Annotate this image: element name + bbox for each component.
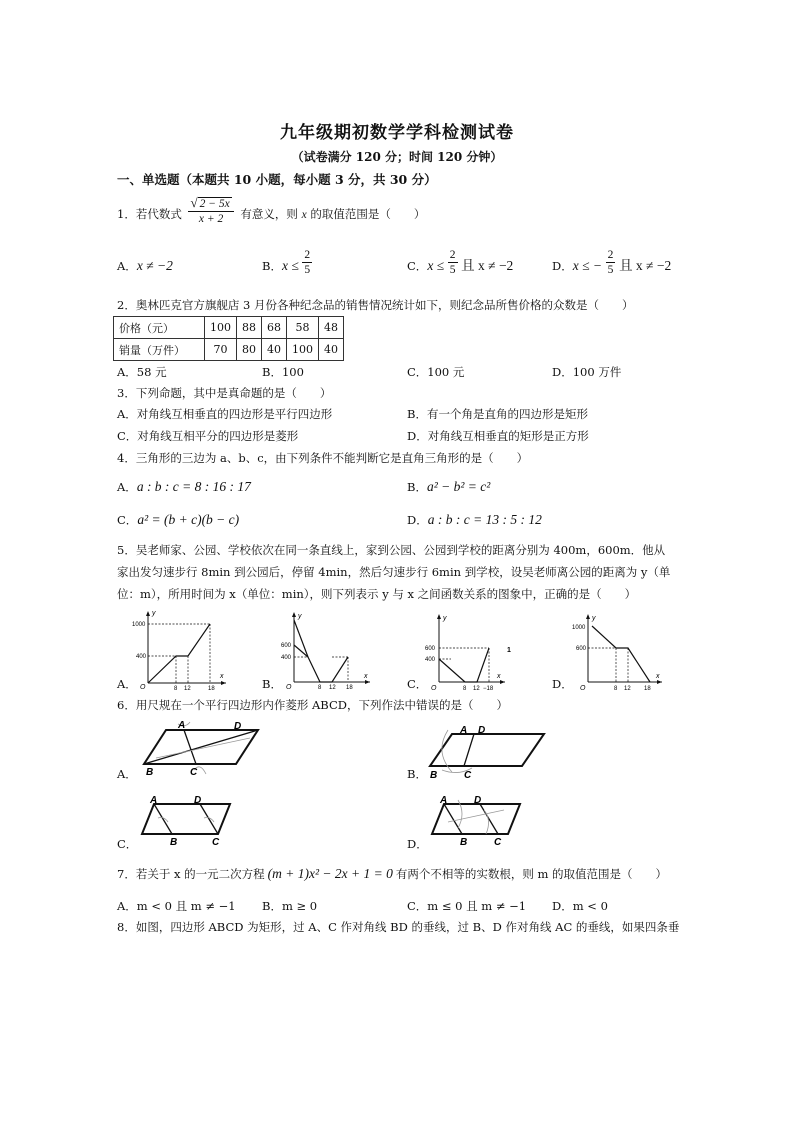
table-cell: 价格（元） — [114, 317, 205, 339]
q2-option-d[interactable]: D．100 万件 — [552, 365, 622, 379]
table-cell: 68 — [262, 317, 287, 339]
question-3: 3．下列命题，其中是真命题的是（ ） — [117, 386, 332, 400]
q5-option-d[interactable]: D． — [552, 677, 573, 691]
q2-option-a[interactable]: A．58 元 — [117, 365, 167, 379]
q6-figure-d — [428, 794, 528, 846]
q5-option-a[interactable]: A． — [117, 677, 137, 691]
q1-option-d-fraction: $\frac{2}{5}$ — [607, 249, 614, 276]
axis-label-y: y — [298, 613, 302, 620]
axis-label-x: x — [497, 673, 501, 680]
table-cell: 80 — [237, 339, 262, 361]
q1-stem-b: 有意义，则 — [240, 207, 298, 221]
vertex-label-b: B — [170, 837, 178, 848]
tick-label: 400 — [425, 657, 436, 663]
table-cell: 40 — [262, 339, 287, 361]
q1-option-a[interactable]: A．x ≠ −2 — [117, 258, 173, 273]
axis-label-y: y — [592, 615, 596, 622]
vertex-label-d: D — [474, 795, 482, 806]
tick-label: 8 — [318, 685, 322, 691]
q7-option-c[interactable]: C．m ≤ 0 且 m ≠ −1 — [407, 899, 527, 913]
q6-option-a[interactable]: A． — [117, 767, 137, 781]
tick-label: 600 — [281, 643, 292, 649]
q4-option-d[interactable]: D．a : b : c = 13 : 5 : 12 — [407, 512, 542, 527]
q5-graph-a — [132, 607, 228, 692]
q6-figure-c — [138, 794, 238, 846]
vertex-label-d: D — [478, 725, 486, 736]
q7-option-a[interactable]: A．m < 0 且 m ≠ −1 — [117, 899, 236, 913]
vertex-label-c: C — [464, 770, 472, 781]
q1-fraction — [188, 196, 233, 226]
axis-label-y: y — [443, 615, 447, 622]
q1-option-d[interactable]: D．x ≤ − $\frac{2}{5}$ 且 x ≠ −2 — [552, 249, 672, 276]
axis-label-x: x — [364, 673, 368, 680]
q3-option-b[interactable]: B．有一个角是直角的四边形是矩形 — [407, 407, 588, 421]
q6-figure-a — [140, 718, 265, 778]
q5-graph-d — [570, 612, 665, 692]
question-2: 2．奥林匹克官方旗舰店 3 月份各种纪念品的销售情况统计如下，则纪念品所售价格的众数是（ ） — [117, 298, 634, 312]
question-8: 8．如图，四边形 ABCD 为矩形，过 A、C 作对角线 BD 的垂线，过 B、D 作对角线 AC 的垂线，如果四条垂 — [117, 920, 680, 934]
table-row — [114, 317, 344, 339]
graph-line — [592, 626, 650, 682]
section-heading-single-choice: 一、单选题（本题共 10 小题，每小题 3 分，共 30 分） — [117, 172, 437, 187]
table-cell: 58 — [287, 317, 319, 339]
vertex-label-b: B — [460, 837, 468, 848]
page-subtitle: （试卷满分 120 分；时间 120 分钟） — [291, 150, 503, 164]
graph-line — [439, 648, 489, 682]
stray-mark: 1 — [507, 647, 511, 654]
q6-option-d[interactable]: D． — [407, 837, 428, 851]
q2-option-c[interactable]: C．100 元 — [407, 365, 465, 379]
page-title: 九年级期初数学学科检测试卷 — [280, 123, 514, 143]
tick-label: 18 — [346, 685, 353, 691]
vertex-label-b: B — [430, 770, 438, 781]
question-5-line-2: 家出发匀速步行 8min 到公园后，停留 4min，然后匀速步行 6min 到学校，设吴老师离公园的距离为 y（单 — [117, 565, 671, 579]
q1-option-c-fraction: $\frac{2}{5}$ — [449, 249, 456, 276]
graph-line — [148, 624, 210, 683]
vertex-label-b: B — [146, 767, 154, 778]
q5-graph-b — [282, 610, 372, 690]
tick-label: 12 — [184, 686, 191, 692]
q1-stem-c: 的取值范围是（ ） — [310, 207, 426, 221]
origin-label: O — [286, 684, 292, 691]
graph-line — [294, 645, 348, 682]
q3-option-c[interactable]: C．对角线互相平分的四边形是菱形 — [117, 429, 299, 443]
tick-label: 8 — [614, 686, 618, 692]
vertex-label-c: C — [494, 837, 502, 848]
table-row — [114, 339, 344, 361]
q4-option-b[interactable]: B．a² − b² = c² — [407, 479, 491, 494]
q6-figure-b — [428, 722, 553, 780]
tick-label: 600 — [425, 646, 436, 652]
tick-label: 8 — [463, 686, 467, 692]
question-5-line-3: 位：m），所用时间为 x（单位：min），则下列表示 y 与 x 之间函数关系的图象中，正确的是（ ） — [117, 587, 637, 601]
vertex-label-a: A — [178, 720, 186, 731]
tick-label: 12 — [329, 685, 336, 691]
vertex-label-a: A — [440, 795, 448, 806]
q3-option-d[interactable]: D．对角线互相垂直的矩形是正方形 — [407, 429, 589, 443]
tick-label: 400 — [136, 654, 147, 660]
table-cell: 70 — [205, 339, 237, 361]
q4-option-c[interactable]: C．a² = (b + c)(b − c) — [117, 512, 240, 527]
q2-sales-table — [113, 316, 344, 361]
vertex-label-a: A — [150, 795, 158, 806]
tick-label: 600 — [576, 646, 587, 652]
tick-label: 1000 — [572, 625, 586, 631]
question-5-line-1: 5．吴老师家、公园、学校依次在同一条直线上，家到公园、公园到学校的距离分别为 400m，600m．他从 — [117, 543, 666, 557]
question-4: 4．三角形的三边为 a、b、c，由下列条件不能判断它是直角三角形的是（ ） — [117, 451, 529, 465]
q1-fraction-denominator: x + 2 — [198, 213, 224, 225]
q1-stem-a: 1．若代数式 — [117, 207, 182, 221]
tick-label: 400 — [281, 655, 292, 661]
tick-label: 1000 — [132, 622, 146, 628]
axis-label-x: x — [220, 673, 224, 680]
tick-label: 12 — [473, 686, 480, 692]
question-7: 7．若关于 x 的一元二次方程 (m + 1)x² − 2x + 1 = 0 有两个不相等的实数根，则 m 的取值范围是（ ） — [117, 866, 668, 881]
axis-label-x: x — [656, 673, 660, 680]
tick-label: 8 — [174, 686, 178, 692]
q1-fraction-numerator: √ 2 − 5x — [188, 196, 233, 212]
q5-option-b[interactable]: B． — [262, 677, 282, 691]
q1-option-b-fraction: $\frac{2}{5}$ — [304, 249, 311, 276]
q1-option-c[interactable]: C．x ≤ $\frac{2}{5}$ 且 x ≠ −2 — [407, 249, 514, 276]
vertex-label-c: C — [212, 837, 220, 848]
q4-option-a[interactable]: A．a : b : c = 8 : 16 : 17 — [117, 479, 251, 494]
q7-option-d[interactable]: D．m < 0 — [552, 899, 608, 913]
q6-option-c[interactable]: C． — [117, 837, 138, 851]
vertex-label-a: A — [460, 725, 468, 736]
q3-option-a[interactable]: A．对角线互相垂直的四边形是平行四边形 — [117, 407, 333, 421]
q1-variable: x — [301, 209, 307, 221]
q5-graph-c — [425, 612, 520, 692]
tick-label: −18 — [483, 686, 494, 692]
q5-option-c[interactable]: C． — [407, 677, 428, 691]
table-cell: 40 — [319, 339, 344, 361]
vertex-label-c: C — [190, 767, 198, 778]
origin-label: O — [580, 685, 586, 692]
axis-label-y: y — [152, 610, 156, 617]
question-6: 6．用尺规在一个平行四边形内作菱形 ABCD，下列作法中错误的是（ ） — [117, 698, 508, 712]
tick-label: 12 — [624, 686, 631, 692]
origin-label: O — [140, 684, 146, 691]
tick-label: 18 — [644, 686, 651, 692]
table-cell: 100 — [205, 317, 237, 339]
table-cell: 88 — [237, 317, 262, 339]
q1-root-expression: 2 − 5x — [199, 198, 230, 210]
q7-equation: (m + 1)x² − 2x + 1 = 0 — [267, 866, 393, 881]
table-cell: 48 — [319, 317, 344, 339]
vertex-label-d: D — [194, 795, 202, 806]
origin-label: O — [431, 685, 437, 692]
vertex-label-d: D — [234, 721, 242, 732]
q2-option-b[interactable]: B．100 — [262, 365, 304, 379]
q7-option-b[interactable]: B．m ≥ 0 — [262, 899, 318, 913]
question-1 — [117, 196, 425, 226]
tick-label: 18 — [208, 686, 215, 692]
table-cell: 销量（万件） — [114, 339, 205, 361]
table-cell: 100 — [287, 339, 319, 361]
q6-option-b[interactable]: B． — [407, 767, 427, 781]
q1-option-b[interactable]: B．x ≤ $\frac{2}{5}$ — [262, 249, 311, 276]
